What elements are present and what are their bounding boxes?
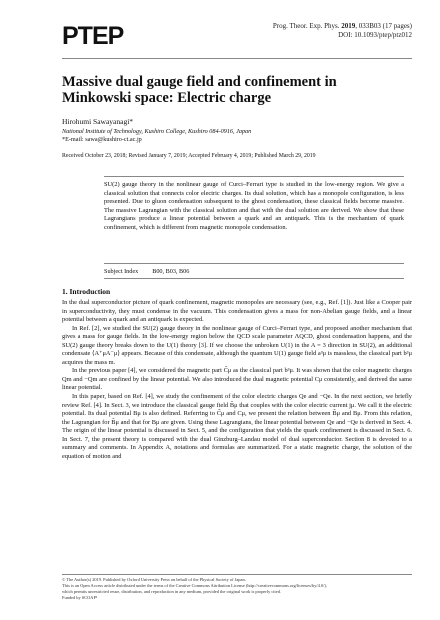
section-body [62, 299, 412, 461]
journal-name: Prog. Theor. Exp. Phys. [272, 22, 340, 30]
license-footer [62, 577, 412, 601]
abstract-bottom-rule [104, 263, 404, 264]
footer-rule [62, 574, 412, 575]
citation-block [222, 22, 412, 40]
header-rule [62, 58, 412, 59]
journal-logo: PTEP [62, 22, 124, 50]
footer-line: © The Author(s) 2019. Published by Oxford University Press on behalf of the Physical Society of Japan. [62, 577, 246, 582]
paragraph: In the previous paper [4], we considered the magnetic part C̃μ as the classical part b³μ. It was shown that the color magnetic charges Qm and −Qm are confined by the linear potential. We also introduced the dual magnetic potential Cμ consistently, and derived the same linear potential. [62, 367, 412, 392]
abstract-text: SU(2) gauge theory in the nonlinear gauge of Curci–Ferrari type is studied in the low-energy region. We give a classical solution that connects color electric charges. Its dual solution, which has a monopole configuration, is less presented. Due to gluon condensation subsequent to the ghost condensation, these classical fields become massive. The massive Lagrangian with the classical solution and that with the dual solution are derived. We show that these Lagrangians produce a linear potential between a quark and an antiquark. This is the mechanism of quark confinement, which is different from magnetic monopole condensation. [104, 181, 404, 231]
journal-year: 2019 [341, 22, 356, 30]
abstract-top-rule [104, 176, 404, 177]
subject-index [104, 268, 189, 275]
paragraph: In Ref. [2], we studied the SU(2) gauge theory in the nonlinear gauge of Curci–Ferrari type, and proposed another mechanism that gives a mass for gauge fields. In the low-energy region below the QCD scale parameter ΛQCD, ghost condensation happens, and the SU(2) gauge theory breaks down to the U(1) theory [3]. If we choose the unbroken U(1) in the A = 3 direction in SU(2), an additional condensate ⟨A⁺μA⁻μ⟩ appears. Because of this condensate, although the quantum U(1) gauge field a³μ is massless, the classical part b³μ acquires the mass m. [62, 324, 412, 366]
subject-index-label: Subject Index [104, 268, 139, 275]
footer-line: which permits unrestricted reuse, distribution, and reproduction in any medium, provided the original work is properly cited. [62, 588, 281, 594]
author-name: Hirohumi Sawayanagi* [62, 117, 134, 126]
publication-dates: Received October 23, 2018; Revised January 7, 2019; Accepted February 4, 2019; Published March 29, 2019 [62, 153, 316, 159]
section-heading: 1. Introduction [62, 287, 111, 296]
paragraph: In this paper, based on Ref. [4], we study the confinement of the color electric charges Qe and −Qe. In the next section, we briefly review Ref. [4]. In Sect. 3, we introduce the classical gauge field B̃μ that couples with the color electric current jμ. We call it the electric potential. Its dual potential Bμ is also defined. Referring to C̃μ and Cμ, we present the relation between B̃μ and Bμ. From this relation, the Lagrangian for B̃μ and that for Bμ are given. Using these Lagrangians, the linear potential between Qe and −Qe is derived in Sect. 4. The origin of the linear potential is discussed in Sect. 5, and the configuration that yields the quark confinement is discussed in Sect. 6. In Sect. 7, the present theory is compared with the dual Ginzburg–Landau model of dual superconductor. Section 8 is devoted to a summary and comments. In Appendix A, notations and formulas are summarized. For a static magnetic charge, the solution of the equation of motion and [62, 393, 412, 460]
footer-line: Funded by SCOAP³ [62, 594, 98, 600]
author-email[interactable]: *E-mail: sawa@kushiro-ct.ac.jp [62, 136, 142, 143]
footer-line: This is an Open Access article distributed under the terms of the Creative Commons Attribution License (http://creativecommons.org/licenses/by/4.0/), [62, 582, 327, 588]
subject-rule [104, 278, 404, 279]
paragraph: In the dual superconductor picture of quark confinement, magnetic monopoles are necessary (see, e.g., Ref. [1]). Just like a Cooper pair in superconductivity, they must condense in the vacuum. This condensation gives a mass for non-Abelian gauge fields, and a linear potential between a quark and an antiquark is expected. [62, 299, 412, 324]
article-title: Massive dual gauge field and confinement in Minkowski space: Electric charge [62, 74, 337, 106]
subject-index-codes: B00, B03, B06 [152, 268, 190, 275]
citation-line-1 [222, 22, 412, 31]
affiliation: National Institute of Technology, Kushiro College, Kushiro 084-0916, Japan [62, 128, 252, 135]
doi-line[interactable]: DOI: 10.1093/ptep/ptz012 [338, 31, 412, 39]
article-number: , 033B03 (17 pages) [355, 22, 412, 30]
